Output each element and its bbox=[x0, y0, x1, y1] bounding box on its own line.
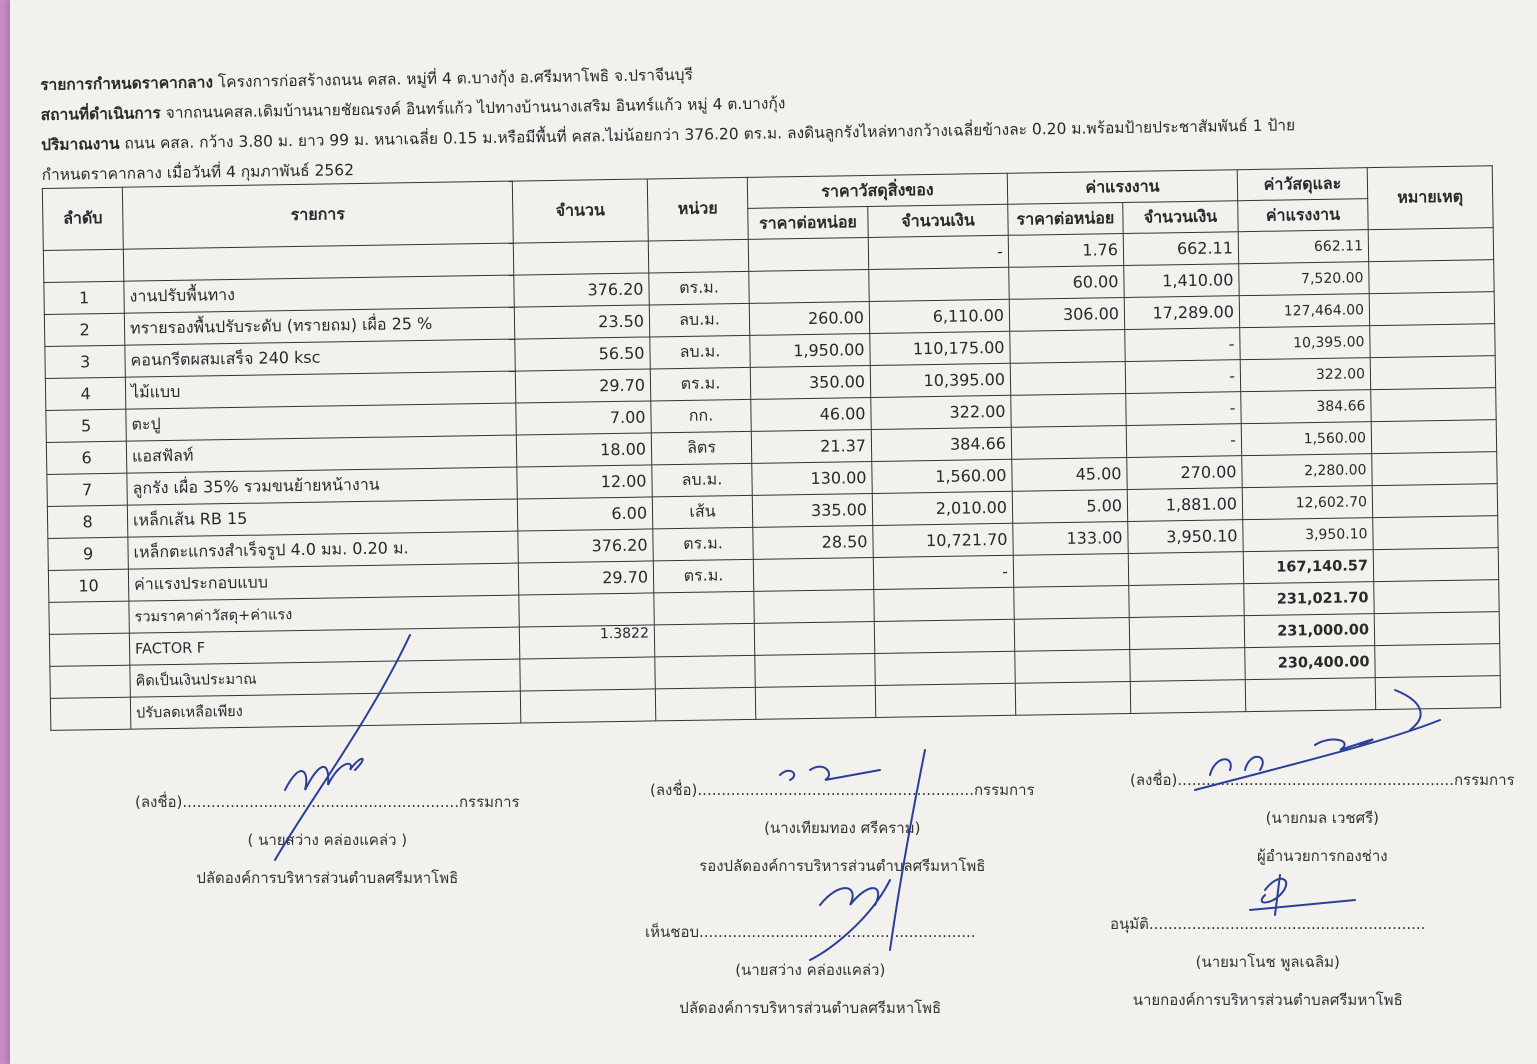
cell-material-unit-price: 335.00 bbox=[752, 493, 872, 527]
cell-material-unit-price bbox=[753, 557, 873, 591]
cell-material-amount: - bbox=[873, 555, 1013, 589]
quantity-label: ปริมาณงาน bbox=[41, 134, 120, 154]
cell-labor-unit-price bbox=[1010, 329, 1125, 363]
cell-material-amount: 322.00 bbox=[871, 395, 1011, 429]
summary-total: 230,400.00 bbox=[1245, 646, 1375, 680]
cell-item: ตะปู bbox=[126, 403, 516, 441]
cell-qty: 376.20 bbox=[514, 273, 649, 307]
cell-qty: 376.20 bbox=[518, 529, 653, 563]
location-text: จากถนนคสล.เดิมบ้านนายชัยณรงค์ อินทร์แก้ว ไปทางบ้านนางเสริม อินทร์แก้ว หมู่ 4 ต.บางกุ้ง bbox=[165, 94, 786, 123]
summary-qty: 1.3822 bbox=[519, 625, 654, 659]
cell-labor-unit-price: 306.00 bbox=[1009, 297, 1124, 331]
signer-title: ปลัดองค์การบริหารส่วนตำบลศรีมหาโพธิ bbox=[196, 869, 459, 887]
cell-material-amount: 10,395.00 bbox=[870, 363, 1010, 397]
cell-material-amount: 384.66 bbox=[871, 427, 1011, 461]
col-header-material-group: ราคาวัสดุสิ่งของ bbox=[747, 173, 1007, 208]
signature-line: เห็นชอบ.......................................................... bbox=[645, 923, 976, 941]
cell-labor-unit-price bbox=[1011, 425, 1126, 459]
cell-material-unit-price: 1,950.00 bbox=[750, 333, 870, 367]
summary-qty bbox=[519, 593, 654, 627]
signature-scribble bbox=[1250, 875, 1355, 915]
signature-line: (ลงชื่อ)..........................................................กรรมการ bbox=[1130, 771, 1515, 789]
cell-no: 8 bbox=[47, 505, 127, 538]
cell-qty: 7.00 bbox=[516, 401, 651, 435]
project-text: โครงการก่อสร้างถนน คสล. หมู่ที่ 4 ต.บางกุ้ง อ.ศรีมหาโพธิ จ.ปราจีนบุรี bbox=[217, 65, 693, 92]
cell-labor-unit-price: 133.00 bbox=[1013, 521, 1128, 555]
signature-line: อนุมัติ.......................................................... bbox=[1110, 915, 1426, 933]
cell-unit: ตร.ม. bbox=[650, 367, 750, 401]
cell-item: ไม้แบบ bbox=[125, 371, 515, 409]
summary-label: FACTOR F bbox=[129, 627, 519, 665]
cell-labor-amount: - bbox=[1125, 328, 1241, 362]
col-header-labor-group: ค่าแรงงาน bbox=[1007, 170, 1237, 205]
signature-block-2 bbox=[650, 778, 1035, 878]
cell-total: 167,140.57 bbox=[1243, 550, 1373, 584]
cell-material-amount: 110,175.00 bbox=[870, 331, 1010, 365]
cell-labor-amount: - bbox=[1125, 360, 1241, 394]
cell-qty: 29.70 bbox=[515, 369, 650, 403]
cell-total: 3,950.10 bbox=[1243, 518, 1373, 552]
signature-line: (ลงชื่อ)..........................................................กรรมการ bbox=[135, 793, 520, 811]
cell-total: 384.66 bbox=[1241, 390, 1371, 424]
cell-material-amount: 1,560.00 bbox=[872, 459, 1012, 493]
signer-title: รองปลัดองค์การบริหารส่วนตำบลศรีมหาโพธิ bbox=[699, 857, 986, 875]
cell-material-unit-price: 350.00 bbox=[750, 365, 870, 399]
col-header-qty: จำนวน bbox=[512, 179, 648, 243]
col-header-no: ลำดับ bbox=[42, 187, 123, 250]
cell-labor-amount: 1,881.00 bbox=[1127, 488, 1243, 522]
cell-labor-unit-price bbox=[1013, 553, 1128, 587]
cell-total: 12,602.70 bbox=[1242, 486, 1372, 520]
cell-labor-unit-price bbox=[1010, 361, 1125, 395]
cell-total: 7,520.00 bbox=[1239, 262, 1369, 296]
cell-unit: ลบ.ม. bbox=[649, 303, 749, 337]
summary-qty bbox=[520, 689, 655, 723]
summary-label: ปรับลดเหลือเพียง bbox=[130, 691, 520, 729]
cell-labor-unit-price bbox=[1011, 393, 1126, 427]
signature-line: (ลงชื่อ)..........................................................กรรมการ bbox=[650, 781, 1035, 799]
document-page bbox=[10, 0, 1537, 1064]
cell-item: ค่าแรงประกอบแบบ bbox=[128, 563, 518, 601]
col-header-unit: หน่วย bbox=[647, 177, 748, 241]
signer-name: ( นายสว่าง คล่องแคล่ว ) bbox=[247, 831, 408, 849]
signer-name: (นางเทียมทอง ศรีคราม) bbox=[764, 819, 921, 837]
project-label: รายการกำหนดราคากลาง bbox=[40, 73, 214, 94]
cell-no: 7 bbox=[47, 473, 127, 506]
cell-labor-amount: - bbox=[1126, 392, 1242, 426]
cell-unit: ตร.ม. bbox=[653, 527, 753, 561]
signature-block-3 bbox=[1130, 768, 1515, 868]
signer-title: ผู้อำนวยการกองช่าง bbox=[1257, 847, 1388, 865]
summary-total: 231,021.70 bbox=[1244, 582, 1374, 616]
cell-material-unit-price: 46.00 bbox=[751, 397, 871, 431]
cell-labor-amount: - bbox=[1126, 424, 1242, 458]
location-label: สถานที่ดำเนินการ bbox=[40, 104, 161, 124]
summary-qty bbox=[520, 657, 655, 691]
cell-total: 127,464.00 bbox=[1239, 294, 1369, 328]
document-header bbox=[40, 47, 1492, 186]
cell-material-unit-price: 21.37 bbox=[751, 429, 871, 463]
cell-no: 9 bbox=[48, 537, 128, 570]
cell-labor-amount: 1,410.00 bbox=[1124, 264, 1240, 298]
price-table bbox=[42, 165, 1501, 731]
document-sheet bbox=[40, 47, 1500, 731]
cell-unit: กก. bbox=[651, 399, 751, 433]
cell-qty: 29.70 bbox=[518, 561, 653, 595]
summary-total: 231,000.00 bbox=[1244, 614, 1374, 648]
cell-item: ทรายรองพื้นปรับระดับ (ทรายถม) เผื่อ 25 % bbox=[124, 307, 514, 345]
cell-labor-amount: 17,289.00 bbox=[1124, 296, 1240, 330]
cell-material-unit-price: 130.00 bbox=[752, 461, 872, 495]
cell-no: 3 bbox=[45, 345, 125, 378]
signer-title: นายกองค์การบริหารส่วนตำบลศรีมหาโพธิ bbox=[1132, 991, 1403, 1009]
cell-labor-unit-price: 1.76 bbox=[1008, 234, 1123, 268]
cell-no: 2 bbox=[44, 313, 124, 346]
cell-unit: ลบ.ม. bbox=[650, 335, 750, 369]
cell-unit: ตร.ม. bbox=[653, 559, 753, 593]
cell-material-unit-price: 260.00 bbox=[749, 302, 869, 336]
cell-labor-amount: 270.00 bbox=[1127, 456, 1243, 490]
summary-label: รวมราคาค่าวัสดุ+ค่าแรง bbox=[129, 595, 519, 633]
signature-block-1 bbox=[135, 790, 520, 890]
signer-name: (นายกมล เวชศรี) bbox=[1265, 809, 1380, 827]
summary-total bbox=[1245, 678, 1375, 712]
signature-block-approve-1 bbox=[645, 920, 976, 1020]
cell-no: 1 bbox=[44, 281, 124, 314]
summary-label: คิดเป็นเงินประมาณ bbox=[130, 659, 520, 697]
col-header-material-amount: จำนวนเงิน bbox=[868, 204, 1008, 237]
cell-total: 2,280.00 bbox=[1242, 454, 1372, 488]
cell-unit: ตร.ม. bbox=[649, 271, 749, 305]
cell-labor-amount: 3,950.10 bbox=[1128, 520, 1244, 554]
cell-qty: 18.00 bbox=[516, 433, 651, 467]
cell-qty: 23.50 bbox=[514, 305, 649, 339]
cell-unit: ลบ.ม. bbox=[652, 463, 752, 497]
cell-material-amount: 10,721.70 bbox=[873, 523, 1013, 557]
signer-title: ปลัดองค์การบริหารส่วนตำบลศรีมหาโพธิ bbox=[679, 999, 942, 1017]
cell-material-amount: 6,110.00 bbox=[869, 299, 1009, 333]
col-header-labor-amount: จำนวนเงิน bbox=[1123, 201, 1238, 234]
cell-total: 1,560.00 bbox=[1241, 422, 1371, 456]
cell-total: 322.00 bbox=[1240, 358, 1370, 392]
cell-material-unit-price: 28.50 bbox=[753, 525, 873, 559]
cell-total: 662.11 bbox=[1238, 230, 1368, 264]
cell-labor-unit-price: 60.00 bbox=[1009, 266, 1124, 300]
cell-material-amount bbox=[869, 267, 1009, 301]
cell-qty: 12.00 bbox=[517, 465, 652, 499]
cell-material-unit-price bbox=[749, 270, 869, 304]
cell-item: งานปรับพื้นทาง bbox=[124, 275, 514, 313]
signer-name: (นายสว่าง คล่องแคล่ว) bbox=[735, 961, 886, 979]
cell-no: 10 bbox=[48, 569, 128, 602]
col-header-item: รายการ bbox=[122, 181, 513, 249]
quantity-text: ถนน คสล. กว้าง 3.80 ม. ยาว 99 ม. หนาเฉลี่ย 0.15 ม.หรือมีพื้นที่ คสล.ไม่น้อยกว่า 376.20 ตร.ม. ลงดินลูกรังไหล่ทางกว้างเฉลี่ยข้างละ 0.20 ม.พร้อมป้ายประชาสัมพันธ์ 1 ป้าย bbox=[124, 116, 1296, 153]
col-header-total-line1: ค่าวัสดุและ bbox=[1237, 168, 1367, 201]
col-header-total-line2: ค่าแรงงาน bbox=[1238, 199, 1368, 232]
date-line: กำหนดราคากลาง เมื่อวันที่ 4 กุมภาพันธ์ 2562 bbox=[41, 161, 355, 184]
cell-material-amount: 2,010.00 bbox=[872, 491, 1012, 525]
cell-unit: ลิตร bbox=[651, 431, 751, 465]
signer-name: (นายมาโนช พูลเฉลิม) bbox=[1195, 953, 1340, 971]
cell-labor-unit-price: 45.00 bbox=[1012, 457, 1127, 491]
cell-item: ลูกรัง เผื่อ 35% รวมขนย้ายหน้างาน bbox=[127, 467, 517, 505]
cell-qty: 6.00 bbox=[517, 497, 652, 531]
cell-qty: 56.50 bbox=[515, 337, 650, 371]
cell-item: คอนกรีตผสมเสร็จ 240 ksc bbox=[125, 339, 515, 377]
cell-material-amount: - bbox=[868, 235, 1008, 269]
col-header-labor-unit-price: ราคาต่อหน่อย bbox=[1008, 203, 1123, 236]
col-header-material-unit-price: ราคาต่อหน่อย bbox=[748, 207, 868, 240]
cell-labor-unit-price: 5.00 bbox=[1012, 489, 1127, 523]
cell-no: 4 bbox=[45, 377, 125, 410]
signature-block-approve-2 bbox=[1110, 912, 1425, 1012]
cell-item: เหล็กตะแกรงสำเร็จรูป 4.0 มม. 0.20 ม. bbox=[128, 531, 518, 569]
cell-unit: เส้น bbox=[652, 495, 752, 529]
cell-total: 10,395.00 bbox=[1240, 326, 1370, 360]
cell-labor-amount: 662.11 bbox=[1123, 232, 1239, 266]
cell-no: 6 bbox=[46, 441, 126, 474]
cell-item: แอสฟัลท์ bbox=[126, 435, 516, 473]
cell-labor-amount bbox=[1128, 552, 1244, 586]
col-header-remark: หมายเหตุ bbox=[1367, 166, 1493, 230]
cell-no: 5 bbox=[46, 409, 126, 442]
cell-item: เหล็กเส้น RB 15 bbox=[127, 499, 517, 537]
